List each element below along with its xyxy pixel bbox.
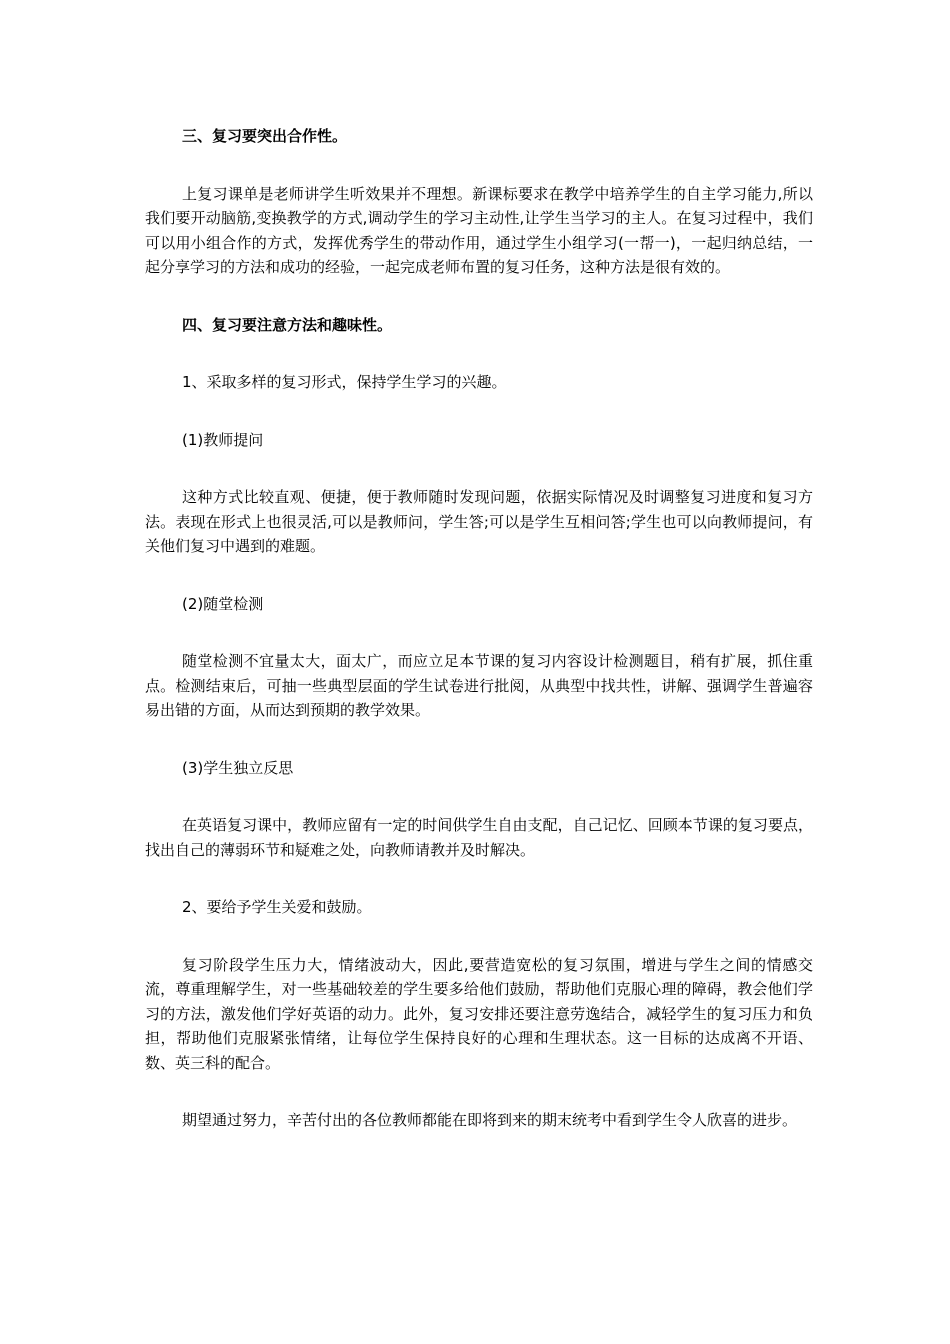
section-4-heading: 四、复习要注意方法和趣味性。 xyxy=(182,315,393,334)
subitem-3-title: (3)学生独立反思 xyxy=(182,758,294,777)
item-2-title: 2、要给予学生关爱和鼓励。 xyxy=(182,898,372,916)
document-body xyxy=(145,124,813,1166)
item-1-title: 1、采取多样的复习形式，保持学生学习的兴趣。 xyxy=(182,373,507,391)
section-3-heading: 三、复习要突出合作性。 xyxy=(182,127,348,145)
subitem-1-title: (1)教师提问 xyxy=(182,430,264,449)
subitem-3-paragraph: 在英语复习课中，教师应留有一定的时间供学生自由支配，自己记忆、回顾本节课的复习要点，找出自己的薄弱环节和疑难之处，向教师请教并及时解决。 xyxy=(145,816,813,859)
subitem-2-title: (2)随堂检测 xyxy=(182,594,264,613)
subitem-1-paragraph: 这种方式比较直观、便捷，便于教师随时发现问题，依据实际情况及时调整复习进度和复习方法。表现在形式上也很灵活,可以是教师问，学生答;可以是学生互相问答;学生也可以向教师提问，有关他们复习中遇到的难题。 xyxy=(145,488,813,555)
closing-paragraph: 期望通过努力，辛苦付出的各位教师都能在即将到来的期末统考中看到学生令人欣喜的进步。 xyxy=(182,1111,798,1129)
item-2-paragraph: 复习阶段学生压力大，情绪波动大，因此,要营造宽松的复习氛围，增进与学生之间的情感交流，尊重理解学生，对一些基础较差的学生要多给他们鼓励，帮助他们克服心理的障碍，教会他们学习的方法，激发他们学好英语的动力。此外，复习安排还要注意劳逸结合，减轻学生的复习压力和负担，帮助他们克服紧张情绪，让每位学生保持良好的心理和生理状态。这一目标的达成离不开语、数、英三科的配合。 xyxy=(145,955,813,1072)
section-3-paragraph: 上复习课单是老师讲学生听效果并不理想。新课标要求在教学中培养学生的自主学习能力,所以我们要开动脑筋,变换教学的方式,调动学生的学习主动性,让学生当学习的主人。在复习过程中，我们可以用小组合作的方式，发挥优秀学生的带动作用，通过学生小组学习(一帮一)，一起归纳总结，一起分享学习的方法和成功的经验，一起完成老师布置的复习任务，这种方法是很有效的。 xyxy=(145,184,813,276)
subitem-2-paragraph: 随堂检测不宜量太大，面太广，而应立足本节课的复习内容设计检测题目，稍有扩展，抓住重点。检测结束后，可抽一些典型层面的学生试卷进行批阅，从典型中找共性，讲解、强调学生普遍容易出错的方面，从而达到预期的教学效果。 xyxy=(145,652,813,719)
